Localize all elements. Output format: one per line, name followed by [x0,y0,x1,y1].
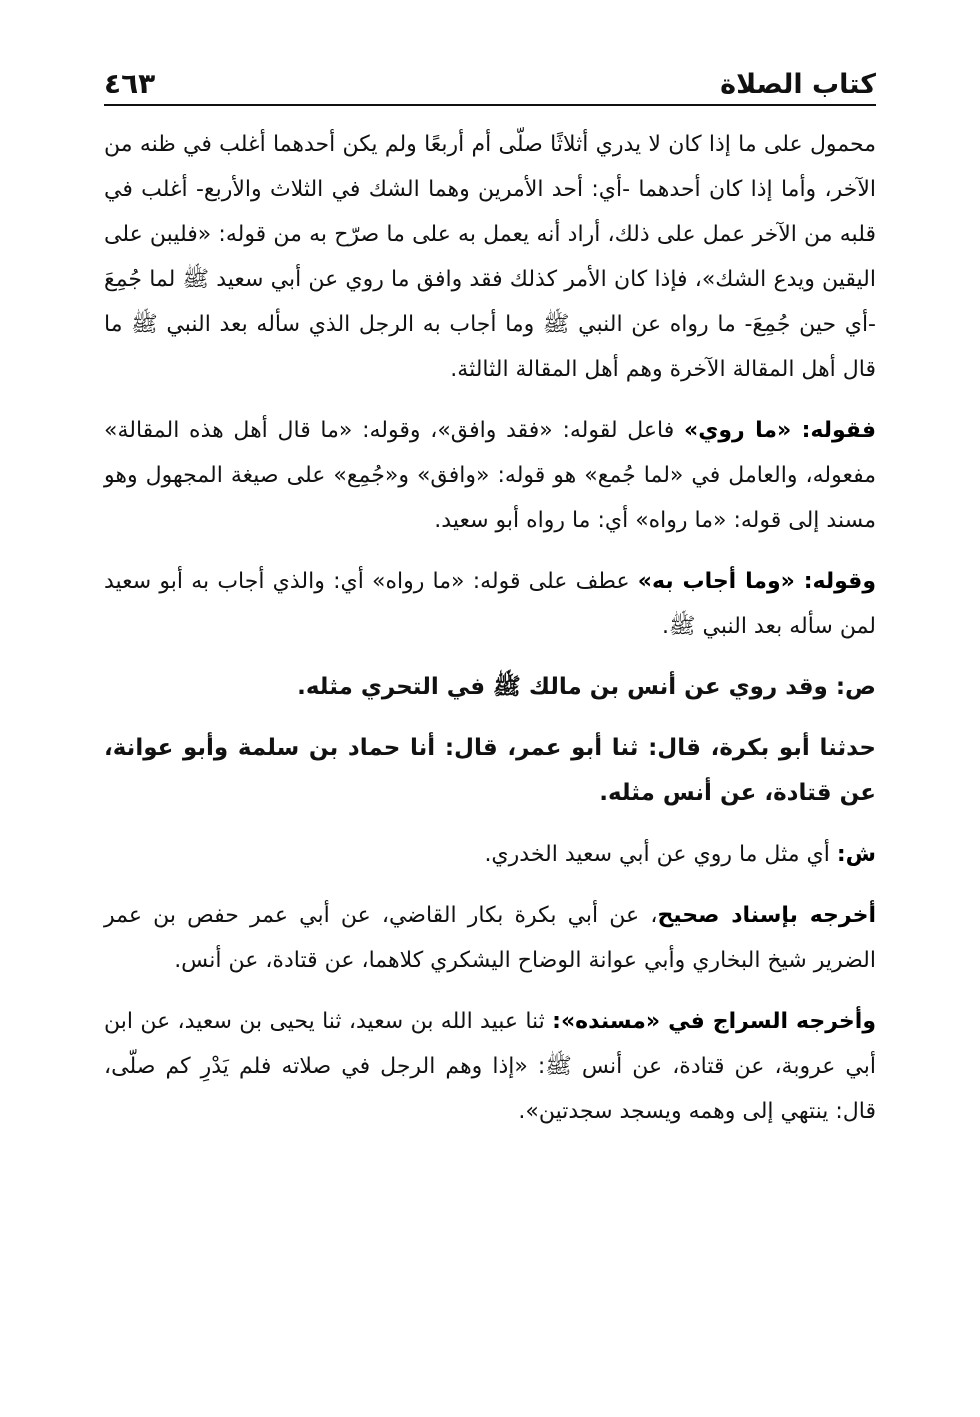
paragraph-3-lead: وقوله: «وما أجاب به» [637,569,876,594]
paragraph-2-lead: فقوله: «ما روي» [684,418,876,443]
paragraph-8 [104,999,876,1134]
paragraph-7 [104,893,876,983]
paragraph-5-text: حدثنا أبو بكرة، قال: ثنا أبو عمر، قال: أنا حماد بن سلمة وأبو عوانة، عن قتادة، عن أنس مثله. [104,735,876,806]
paragraph-7-lead: أخرجه بإسناد صحيح [657,903,876,928]
paragraph-8-text: ثنا عبيد الله بن سعيد، ثنا يحيى بن سعيد، عن ابن أبي عروبة، عن قتادة، عن أنس ﷺ: «إذا وهم الرجل في صلاته فلم يَدْرِ كم صلّى، قال: ينتهي إلى وهمه ويسجد سجدتين». [104,1009,876,1124]
paragraph-5-isnad [104,726,876,816]
paragraph-4-text: ص: وقد روي عن أنس بن مالك ﷺ في التحري مثله. [297,674,876,700]
paragraph-3-text: عطف على قوله: «ما رواه» أي: والذي أجاب به أبو سعيد لمن سأله بعد النبي ﷺ. [104,569,876,639]
paragraph-6-lead: ش: [836,842,876,867]
chapter-title: كتاب الصلاة [720,69,876,100]
paragraph-8-lead: وأخرجه السراج في «مسنده»: [552,1009,877,1034]
paragraph-2-text: فاعل لقوله: «فقد وافق»، وقوله: «ما قال أهل هذه المقالة» مفعوله، والعامل في «لما جُمع» هو قوله: «وافق» و«جُمِع» على صيغة المجهول وهو مسند إلى قوله: «ما رواه» أي: ما رواه أبو سعيد. [104,418,876,533]
paragraph-2 [104,408,876,543]
paragraph-3 [104,559,876,649]
paragraph-1 [104,122,876,392]
paragraph-4-matn [104,665,876,710]
page-body [104,122,876,1134]
page-header [104,52,876,106]
book-page [104,52,876,1150]
paragraph-1-text: محمول على ما إذا كان لا يدري أثلاثًا صلّى أم أربعًا ولم يكن أحدهما أغلب في ظنه من الآخر، وأما إذا كان أحدهما -أي: أحد الأمرين وهما الشك في الثلاث والأربع- أغلب في قلبه من الآخر عمل على ذلك، أراد أنه يعمل به على ما صرّح به من قوله: «فليبن على اليقين ويدع الشك»، فإذا كان الأمر كذلك فقد وافق ما روي عن أبي سعيد ﷺ لما جُمِعَ -أي حين جُمِعَ- ما رواه عن النبي ﷺ وما أجاب به الرجل الذي سأله بعد النبي ﷺ ما قال أهل المقالة الآخرة وهم أهل المقالة الثالثة. [104,132,876,382]
paragraph-6 [104,832,876,877]
page-number: ٤٦٣ [104,67,156,100]
paragraph-6-text: أي مثل ما روي عن أبي سعيد الخدري. [484,842,837,867]
paragraph-7-text: ، عن أبي بكرة بكار القاضي، عن أبي عمر حفص بن عمر الضرير شيخ البخاري وأبي عوانة الوضاح اليشكري كلاهما، عن قتادة، عن أنس. [104,903,876,973]
